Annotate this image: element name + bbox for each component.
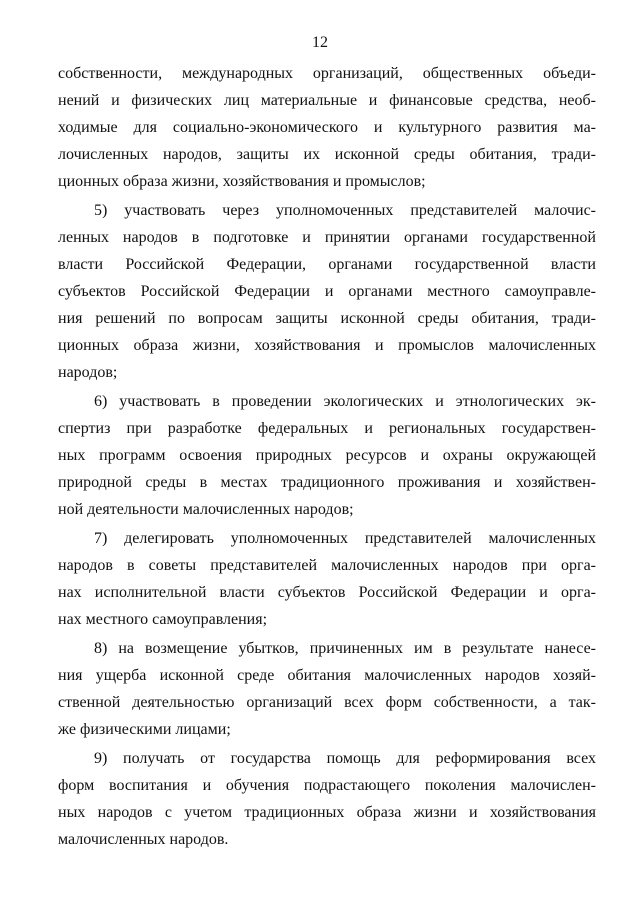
list-item-8-first-line: 8) на возмещение убытков, причиненных им в результате нанесе-: [94, 640, 596, 657]
text-line: ходимые для социально-экономического и культурного развития ма-: [58, 119, 596, 136]
text-line: форм воспитания и обучения подрастающего поколения малочислен-: [58, 777, 596, 794]
list-item-5-first-line: 5) участвовать через уполномоченных представителей малочис-: [94, 202, 596, 219]
list-item-9-first-line: 9) получать от государства помощь для реформирования всех: [94, 750, 596, 767]
text-line: нений и физических лиц материальные и финансовые средства, необ-: [58, 92, 596, 109]
text-line: нах местного самоуправления;: [58, 611, 268, 628]
text-line: природной среды в местах традиционного проживания и хозяйствен-: [58, 474, 596, 491]
text-line: спертиз при разработке федеральных и региональных государствен-: [58, 420, 596, 437]
text-line: ционных образа жизни, хозяйствования и промыслов;: [58, 173, 426, 190]
body-text: [58, 60, 596, 853]
text-line: ния ущерба исконной среде обитания малочисленных народов хозяй-: [58, 667, 596, 684]
text-line: ных народов с учетом традиционных образа жизни и хозяйствования: [58, 804, 596, 821]
text-line: ционных образа жизни, хозяйствования и промыслов малочисленных: [58, 337, 596, 354]
page-number: 12: [312, 34, 328, 51]
text-line: собственности, международных организаций, общественных объеди-: [58, 65, 596, 82]
text-line: малочисленных народов.: [58, 831, 229, 848]
text-line: же физическими лицами;: [58, 721, 231, 738]
text-line: ственной деятельностью организаций всех форм собственности, а так-: [58, 694, 596, 711]
text-line: нах исполнительной власти субъектов Российской Федерации и орга-: [58, 584, 596, 601]
list-item-6-first-line: 6) участвовать в проведении экологических и этнологических эк-: [94, 393, 596, 410]
text-line: ных программ освоения природных ресурсов и охраны окружающей: [58, 447, 596, 464]
text-line: власти Российской Федерации, органами государственной власти: [58, 256, 596, 273]
text-line: ной деятельности малочисленных народов;: [58, 501, 354, 518]
list-item-7-first-line: 7) делегировать уполномоченных представителей малочисленных: [94, 530, 596, 547]
text-line: лочисленных народов, защиты их исконной среды обитания, тради-: [58, 146, 596, 163]
text-line: ния решений по вопросам защиты исконной среды обитания, тради-: [58, 310, 596, 327]
text-line: народов;: [58, 364, 118, 381]
text-line: ленных народов в подготовке и принятии органами государственной: [58, 229, 596, 246]
text-line: народов в советы представителей малочисленных народов при орга-: [58, 557, 596, 574]
text-line: субъектов Российской Федерации и органами местного самоуправле-: [58, 283, 596, 300]
